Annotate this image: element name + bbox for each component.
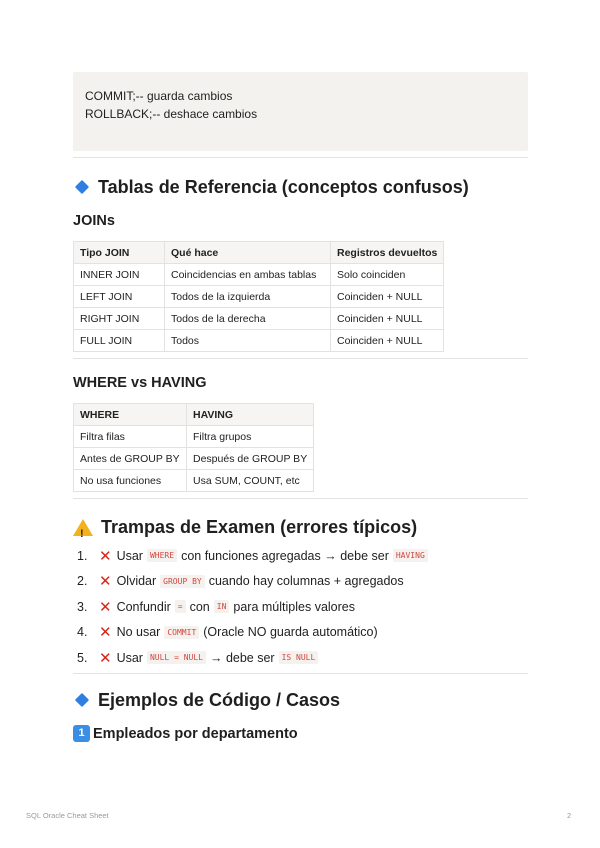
table-cell: Antes de GROUP BY xyxy=(74,448,187,470)
table-row xyxy=(74,426,314,448)
list-item xyxy=(73,620,528,646)
cross-mark-icon: ✕ xyxy=(99,649,112,667)
table-cell: Solo coinciden xyxy=(331,264,444,286)
table-cell: Todos de la izquierda xyxy=(165,286,331,308)
table-cell: Todos xyxy=(165,330,331,352)
table-header-row xyxy=(74,242,444,264)
table-cell: Todos de la derecha xyxy=(165,308,331,330)
list-number: 1. xyxy=(77,548,88,563)
section-title-text: Trampas de Examen (errores típicos) xyxy=(101,517,418,537)
table-cell: No usa funciones xyxy=(74,470,187,492)
table-header-row xyxy=(74,404,314,426)
section-title-text: Ejemplos de Código / Casos xyxy=(98,689,341,710)
section-title-examples xyxy=(73,688,528,712)
page-number: 2 xyxy=(567,811,572,820)
blue-diamond-icon xyxy=(75,180,89,194)
inline-code: COMMIT xyxy=(164,626,199,639)
item-text: cuando hay columnas + agregados xyxy=(208,574,404,589)
table-row xyxy=(74,330,444,352)
table-cell: Coincidencias en ambas tablas xyxy=(165,264,331,286)
section-title-text: Tablas de Referencia (conceptos confusos) xyxy=(98,177,469,197)
table-row xyxy=(74,448,314,470)
item-text: con xyxy=(189,599,210,614)
where-having-heading: WHERE vs HAVING xyxy=(73,375,207,391)
item-text: (Oracle NO guarda automático) xyxy=(203,625,378,640)
warning-icon xyxy=(73,519,93,536)
inline-code: HAVING xyxy=(393,549,428,562)
list-item xyxy=(73,569,528,595)
table-row xyxy=(74,264,444,286)
column-header: WHERE xyxy=(74,404,187,426)
number-one-icon: 1 xyxy=(73,725,90,742)
table-cell: INNER JOIN xyxy=(74,264,165,286)
table-cell: Usa SUM, COUNT, etc xyxy=(187,470,314,492)
list-number: 4. xyxy=(77,625,88,640)
item-text: Olvidar xyxy=(116,574,157,589)
footer-title: SQL Oracle Cheat Sheet xyxy=(26,811,109,820)
list-number: 2. xyxy=(77,574,88,589)
code-line: ROLLBACK;-- deshace cambios xyxy=(85,107,258,121)
inline-code: NULL = NULL xyxy=(147,651,206,664)
table-row xyxy=(74,308,444,330)
example-subtitle xyxy=(73,724,528,744)
joins-table xyxy=(73,241,444,352)
where-having-table xyxy=(73,403,314,492)
inline-code: = xyxy=(175,600,186,613)
table-cell: FULL JOIN xyxy=(74,330,165,352)
example-subtitle-text: Empleados por departamento xyxy=(93,725,298,742)
list-item xyxy=(73,543,528,569)
cross-mark-icon: ✕ xyxy=(99,598,112,616)
traps-list xyxy=(73,543,528,671)
table-row xyxy=(74,286,444,308)
table-cell: Coinciden + NULL xyxy=(331,330,444,352)
table-cell: Coinciden + NULL xyxy=(331,286,444,308)
item-text: Usar xyxy=(116,650,143,665)
code-block xyxy=(73,72,528,151)
table-cell: Después de GROUP BY xyxy=(187,448,314,470)
list-item xyxy=(73,594,528,620)
list-number: 5. xyxy=(77,650,88,665)
table-cell: Coinciden + NULL xyxy=(331,308,444,330)
item-text: Confundir xyxy=(116,599,171,614)
table-cell: RIGHT JOIN xyxy=(74,308,165,330)
code-line: COMMIT;-- guarda cambios xyxy=(85,89,233,103)
inline-code: WHERE xyxy=(147,549,177,562)
inline-code: GROUP BY xyxy=(160,575,205,588)
cross-mark-icon: ✕ xyxy=(99,624,112,642)
inline-code: IS NULL xyxy=(279,651,319,664)
section-title-traps xyxy=(73,515,528,539)
item-text: No usar xyxy=(116,625,161,640)
table-cell: Filtra grupos xyxy=(187,426,314,448)
column-header: Tipo JOIN xyxy=(74,242,165,264)
item-text: → debe ser xyxy=(209,650,275,665)
column-header: Qué hace xyxy=(165,242,331,264)
table-row xyxy=(74,470,314,492)
item-text: con funciones agregadas → debe ser xyxy=(181,548,389,563)
inline-code: IN xyxy=(214,600,230,613)
table-cell: LEFT JOIN xyxy=(74,286,165,308)
page-content xyxy=(73,72,528,744)
column-header: HAVING xyxy=(187,404,314,426)
list-number: 3. xyxy=(77,599,88,614)
list-item xyxy=(73,645,528,671)
cross-mark-icon: ✕ xyxy=(99,547,112,565)
item-text: para múltiples valores xyxy=(233,599,355,614)
cross-mark-icon: ✕ xyxy=(99,573,112,591)
item-text: Usar xyxy=(116,548,143,563)
table-cell: Filtra filas xyxy=(74,426,187,448)
section-title-reference xyxy=(73,175,528,199)
joins-heading: JOINs xyxy=(73,213,115,229)
blue-diamond-icon xyxy=(75,692,89,706)
column-header: Registros devueltos xyxy=(331,242,444,264)
